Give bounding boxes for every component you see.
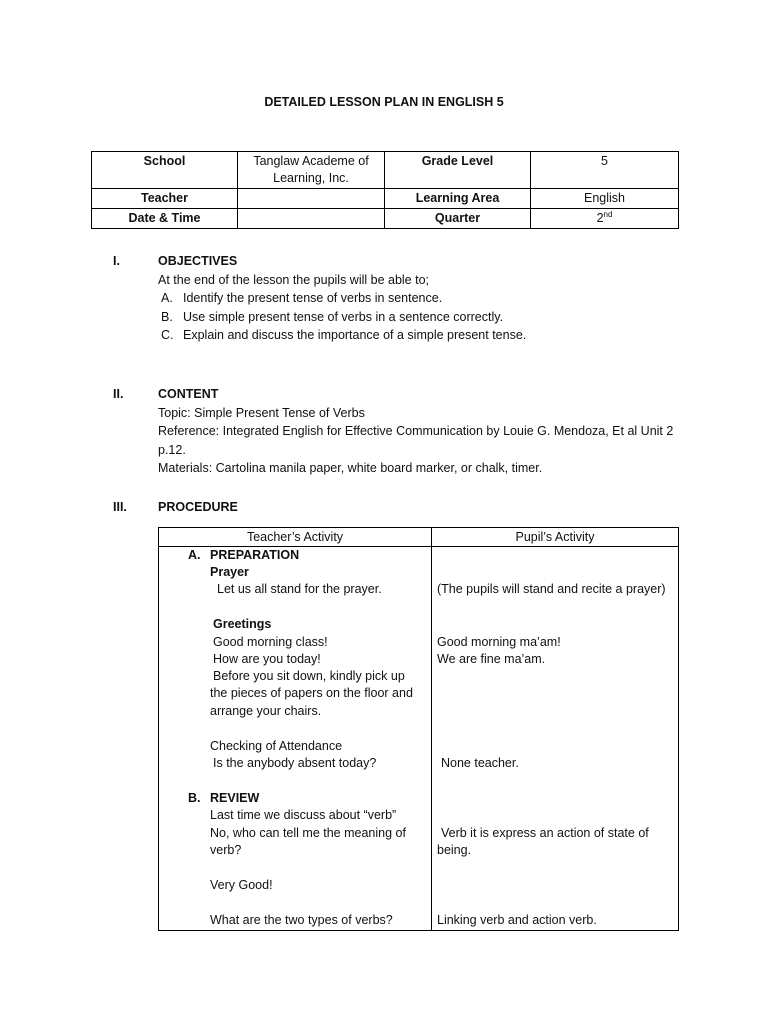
grade-level-label: Grade Level xyxy=(385,152,531,189)
quarter-value: 2nd xyxy=(531,209,679,229)
preparation-heading: PREPARATION xyxy=(210,548,300,562)
grade-level-value: 5 xyxy=(531,152,679,189)
prayer-heading: Prayer xyxy=(210,565,249,579)
pupil-response: Verb it is express an action of state of xyxy=(441,826,649,840)
pupil-response: We are fine ma’am. xyxy=(437,652,546,666)
info-row-teacher xyxy=(92,189,679,209)
attendance-heading: Checking of Attendance xyxy=(210,739,343,753)
pupil-activity-header: Pupil’s Activity xyxy=(432,528,679,547)
procedure-header-row xyxy=(159,528,679,547)
document-title: DETAILED LESSON PLAN IN ENGLISH 5 xyxy=(264,95,504,109)
school-label: School xyxy=(92,152,238,189)
objectives-heading: OBJECTIVES xyxy=(158,254,238,268)
content-reference-line1: Reference: Integrated English for Effective Communication by Louie G. Mendoza, Et al Unit 2 xyxy=(158,424,674,438)
learning-area-value: English xyxy=(531,189,679,209)
content-materials: Materials: Cartolina manila paper, white board marker, or chalk, timer. xyxy=(158,461,543,475)
content-topic: Topic: Simple Present Tense of Verbs xyxy=(158,405,365,420)
school-value: Tanglaw Academe of Learning, Inc. xyxy=(238,152,385,189)
review-line: verb? xyxy=(210,843,242,857)
objectives-number: I. xyxy=(113,254,120,268)
review-line: Very Good! xyxy=(210,878,273,892)
learning-area-label: Learning Area xyxy=(385,189,531,209)
list-item: C. Explain and discuss the importance of a simple present tense. xyxy=(161,328,527,342)
greeting-line: the pieces of papers on the floor and xyxy=(210,686,413,700)
attendance-text: Is the anybody absent today? xyxy=(213,756,377,770)
content-heading: CONTENT xyxy=(158,387,219,401)
list-item: B. Use simple present tense of verbs in a sentence correctly. xyxy=(161,309,504,324)
preparation-marker: A. xyxy=(188,548,201,562)
procedure-number: III. xyxy=(113,500,127,514)
pupil-response: Linking verb and action verb. xyxy=(437,913,597,927)
prayer-text: Let us all stand for the prayer. xyxy=(217,582,382,596)
teacher-activity-header: Teacher’s Activity xyxy=(159,528,432,547)
pupil-response: (The pupils will stand and recite a prayer) xyxy=(437,582,666,596)
procedure-table xyxy=(158,527,679,931)
teacher-activity-cell xyxy=(159,547,432,931)
procedure-body-row xyxy=(159,547,679,931)
objectives-list xyxy=(158,289,698,345)
review-heading: REVIEW xyxy=(210,791,260,805)
greeting-line: Before you sit down, kindly pick up xyxy=(213,669,405,683)
lesson-info-table xyxy=(91,151,679,229)
greeting-line: Good morning class! xyxy=(213,635,328,649)
review-line: No, who can tell me the meaning of xyxy=(210,826,406,840)
date-time-value xyxy=(238,209,385,229)
teacher-value xyxy=(238,189,385,209)
greeting-line: How are you today! xyxy=(213,652,321,666)
pupil-response: Good morning ma’am! xyxy=(437,635,561,649)
content-reference-line2: p.12. xyxy=(158,442,186,457)
greeting-line: arrange your chairs. xyxy=(210,704,322,718)
pupil-response: being. xyxy=(437,843,472,857)
list-item: A. Identify the present tense of verbs in sentence. xyxy=(161,291,443,305)
pupil-response: None teacher. xyxy=(441,756,519,770)
procedure-heading: PROCEDURE xyxy=(158,500,238,514)
review-marker: B. xyxy=(188,791,201,805)
info-row-school xyxy=(92,152,679,189)
pupil-activity-cell xyxy=(432,547,679,931)
review-line: What are the two types of verbs? xyxy=(210,913,393,927)
quarter-label: Quarter xyxy=(385,209,531,229)
date-time-label: Date & Time xyxy=(92,209,238,229)
teacher-label: Teacher xyxy=(92,189,238,209)
greetings-heading: Greetings xyxy=(213,617,272,631)
content-number: II. xyxy=(113,387,124,401)
info-row-date xyxy=(92,209,679,229)
review-line: Last time we discuss about “verb” xyxy=(210,808,397,822)
objectives-intro: At the end of the lesson the pupils will be able to; xyxy=(158,272,430,287)
